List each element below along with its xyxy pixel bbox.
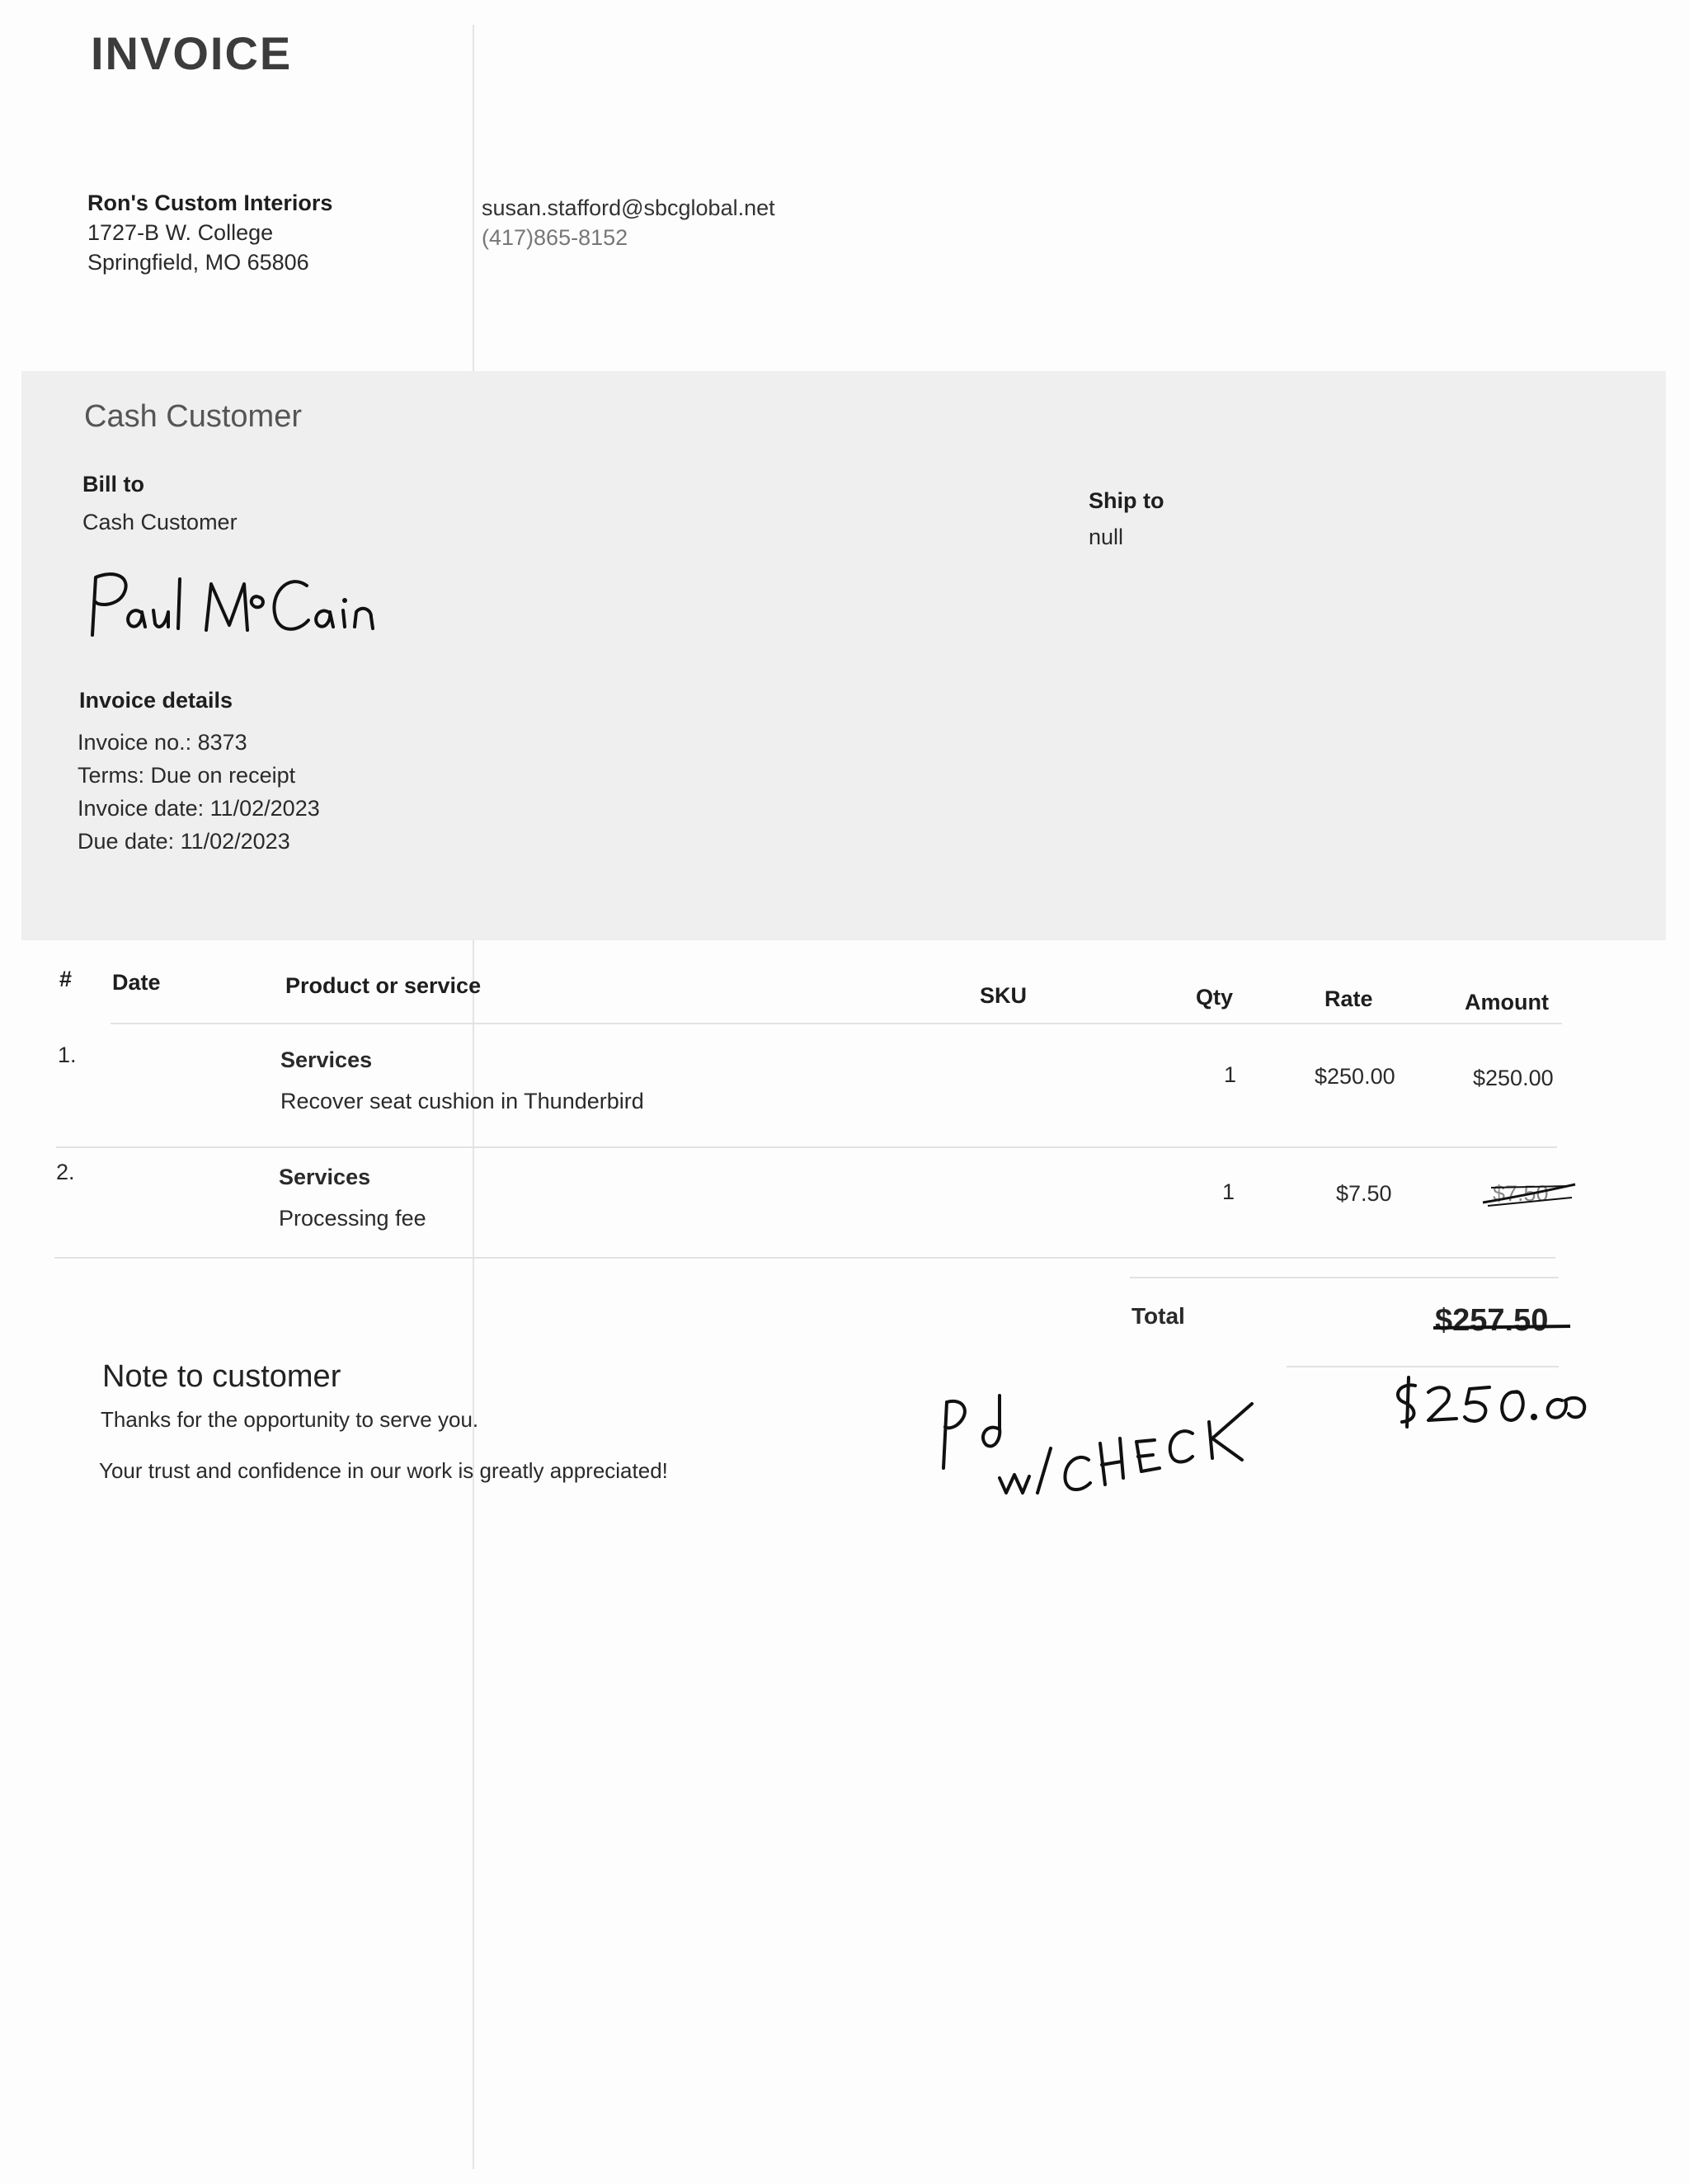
ship-to-label: Ship to (1089, 488, 1164, 513)
total-bottom-divider (1287, 1366, 1559, 1367)
row-divider (54, 1257, 1555, 1259)
company-phone: (417)865-8152 (482, 225, 628, 250)
row-1-description: Recover seat cushion in Thunderbird (280, 1089, 644, 1113)
customer-heading: Cash Customer (84, 399, 302, 434)
bill-to-value: Cash Customer (82, 510, 238, 534)
row-2-amount: $7.50 (1493, 1181, 1549, 1206)
row-1-product: Services (280, 1047, 373, 1072)
company-address-line1: 1727-B W. College (87, 220, 274, 245)
row-2-rate: $7.50 (1336, 1181, 1392, 1206)
row-2-product: Services (279, 1165, 371, 1189)
total-label: Total (1131, 1303, 1185, 1329)
total-value: $257.50 (1435, 1303, 1549, 1338)
column-header-number: # (59, 967, 73, 991)
column-header-sku: SKU (980, 983, 1028, 1008)
invoice-details-label: Invoice details (79, 688, 233, 713)
bill-to-label: Bill to (82, 472, 144, 497)
row-1-rate: $250.00 (1315, 1064, 1395, 1089)
column-header-rate: Rate (1324, 986, 1373, 1011)
company-block (87, 188, 332, 277)
row-2-description: Processing fee (279, 1206, 426, 1231)
due-date: Due date: 11/02/2023 (78, 829, 290, 854)
row-divider (56, 1146, 1557, 1148)
company-email: susan.stafford@sbcglobal.net (482, 195, 775, 220)
row-2-qty: 1 (1222, 1179, 1235, 1204)
company-address-line2: Springfield, MO 65806 (87, 250, 309, 275)
row-1-qty: 1 (1224, 1062, 1237, 1087)
handwritten-paid-note (932, 1386, 1262, 1509)
document-title: INVOICE (91, 27, 293, 79)
row-2-amount-strike (1480, 1178, 1578, 1211)
header-divider (111, 1023, 1562, 1024)
total-value-strike (1432, 1315, 1572, 1339)
note-line-2: Your trust and confidence in our work is greatly appreciated! (99, 1458, 668, 1483)
column-header-product: Product or service (285, 973, 482, 998)
total-divider (1130, 1277, 1559, 1278)
note-heading: Note to customer (102, 1359, 341, 1394)
row-2-number: 2. (56, 1160, 75, 1184)
column-header-amount: Amount (1465, 990, 1549, 1014)
contact-block (482, 193, 775, 252)
customer-signature (82, 561, 396, 652)
company-name: Ron's Custom Interiors (87, 191, 333, 215)
handwritten-paid-amount (1386, 1369, 1600, 1443)
row-1-amount: $250.00 (1473, 1066, 1554, 1090)
invoice-number: Invoice no.: 8373 (78, 730, 247, 755)
note-line-1: Thanks for the opportunity to serve you. (101, 1407, 479, 1432)
invoice-terms: Terms: Due on receipt (78, 763, 296, 788)
invoice-date: Invoice date: 11/02/2023 (78, 796, 320, 821)
row-1-number: 1. (58, 1043, 77, 1067)
column-header-qty: Qty (1196, 985, 1234, 1010)
ship-to-value: null (1089, 525, 1124, 549)
invoice-details (78, 726, 320, 858)
column-header-date: Date (112, 970, 161, 995)
